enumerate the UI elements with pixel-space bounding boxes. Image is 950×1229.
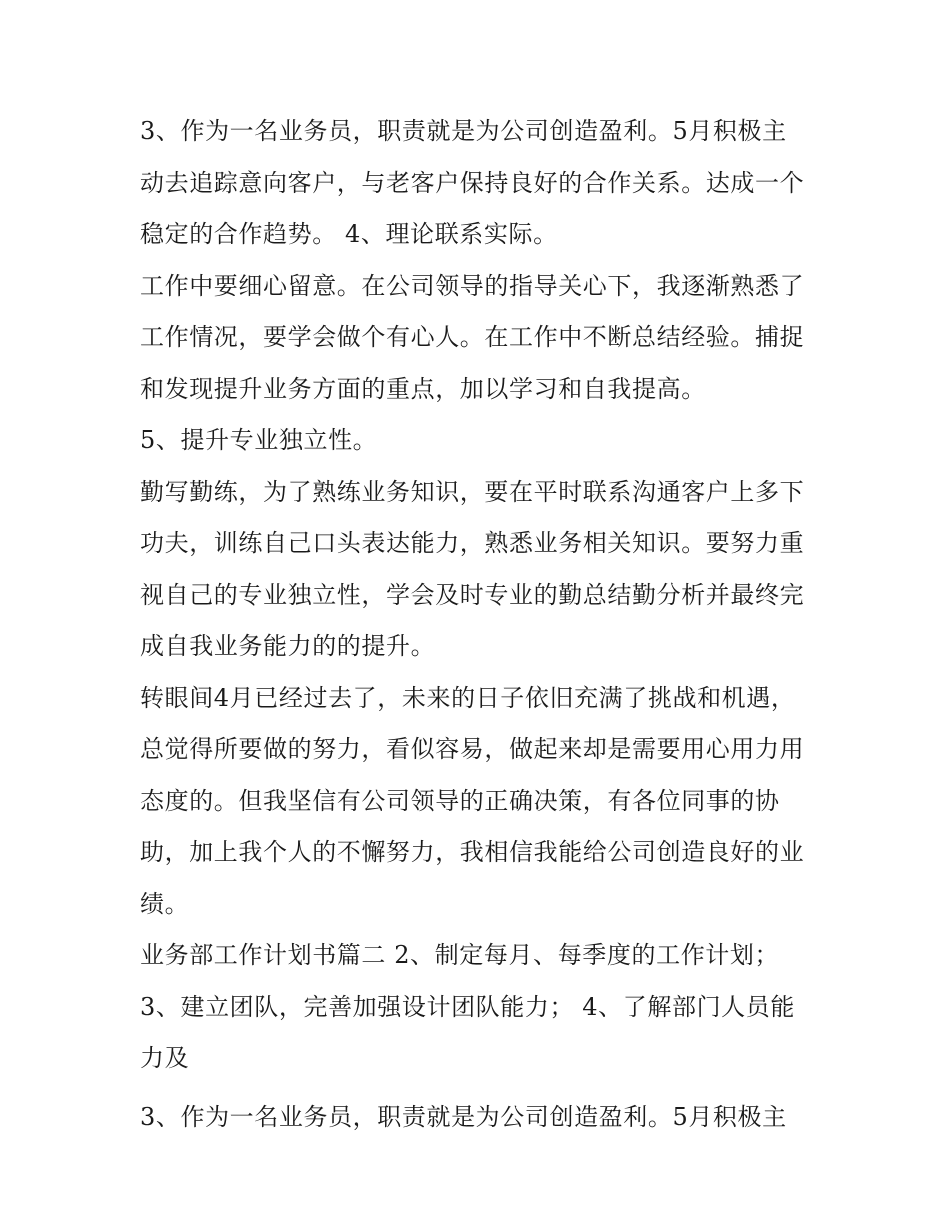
text-line: 5、提升专业独立性。 bbox=[140, 426, 378, 454]
text-line: 成自我业务能力的的提升。 bbox=[140, 632, 436, 660]
text-line: 助，加上我个人的不懈努力，我相信我能给公司创造良好的业 bbox=[140, 838, 805, 866]
text-line: 3、作为一名业务员，职责就是为公司创造盈利。5月积极主 bbox=[140, 1103, 787, 1131]
text-line: 力及 bbox=[140, 1044, 190, 1072]
text-line: 总觉得所要做的努力，看似容易，做起来却是需要用心用力用 bbox=[140, 735, 805, 763]
text-line: 工作中要细心留意。在公司领导的指导关心下，我逐渐熟悉了 bbox=[140, 271, 805, 300]
text-line: 3、建立团队，完善加强设计团队能力； 4、了解部门人员能 bbox=[140, 992, 795, 1021]
text-line: 和发现提升业务方面的重点，加以学习和自我提高。 bbox=[140, 374, 706, 403]
text-line: 3、作为一名业务员，职责就是为公司创造盈利。5月积极主 bbox=[140, 117, 787, 145]
text-line: 转眼间4月已经过去了，未来的日子依旧充满了挑战和机遇， bbox=[140, 683, 796, 712]
text-line: 业务部工作计划书篇二 2、制定每月、每季度的工作计划； bbox=[140, 941, 780, 969]
text-line: 态度的。但我坚信有公司领导的正确决策，有各位同事的协 bbox=[140, 786, 780, 815]
text-line: 功夫，训练自己口头表达能力，熟悉业务相关知识。要努力重 bbox=[140, 529, 805, 557]
text-line: 工作情况，要学会做个有心人。在工作中不断总结经验。捕捉 bbox=[140, 323, 805, 351]
text-line: 勤写勤练，为了熟练业务知识，要在平时联系沟通客户上多下 bbox=[140, 477, 805, 506]
text-line: 稳定的合作趋势。 4、理论联系实际。 bbox=[140, 220, 558, 248]
text-line: 绩。 bbox=[140, 889, 190, 918]
text-line: 动去追踪意向客户，与老客户保持良好的合作关系。达成一个 bbox=[140, 168, 805, 197]
document-body bbox=[140, 106, 820, 1144]
text-line: 视自己的专业独立性，学会及时专业的勤总结勤分析并最终完 bbox=[140, 580, 805, 609]
